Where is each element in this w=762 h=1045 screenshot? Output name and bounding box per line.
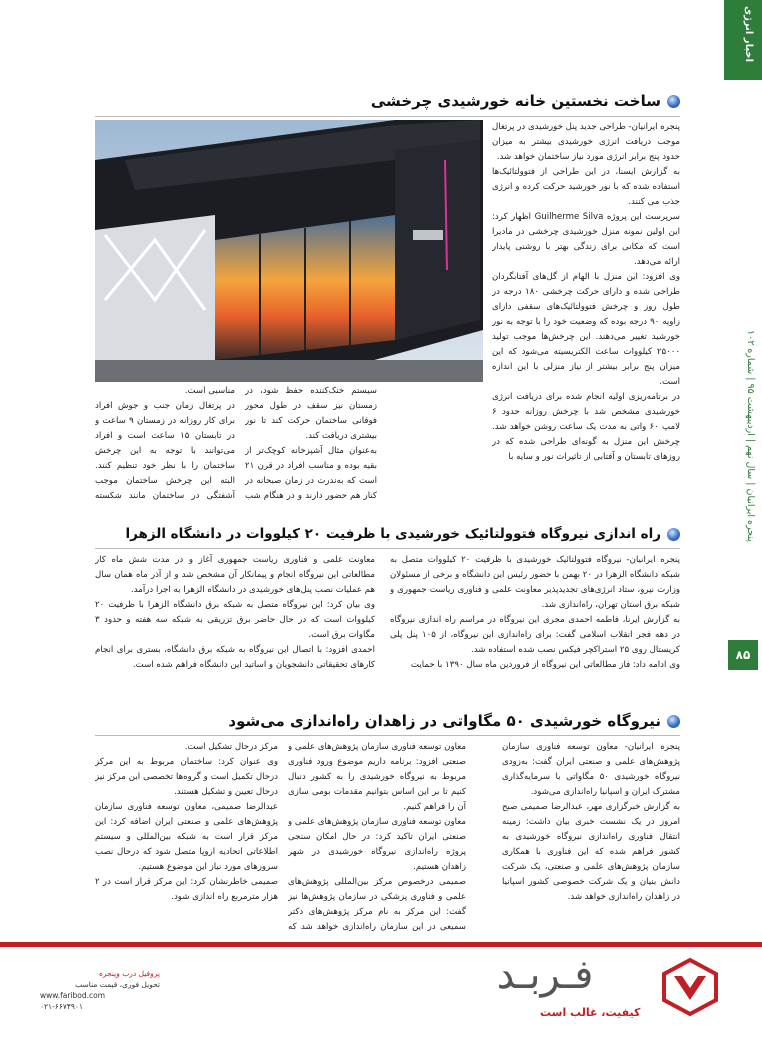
- globe-bullet-icon: [667, 95, 680, 108]
- article3-column-middle: [288, 740, 466, 935]
- article3-title: نیروگاه خورشیدی ۵۰ مگاواتی در زاهدان راه‌اندازی می‌شود: [228, 712, 661, 730]
- paragraph: وی ادامه داد: فاز مطالعاتی این نیروگاه از فروردین ماه سال ۱۳۹۰ با حمایت: [410, 660, 680, 670]
- ad-slogan: کیفیت، غالب است: [540, 1006, 641, 1019]
- photo-illustration: [95, 120, 483, 382]
- paragraph: در برنامه‌ریزی اولیه انجام شده برای دریافت انرژی خورشیدی مشخص شد با چرخش روزانه حدود ۶ لامپ ۶۰ واتی به مدت یک ساعت روشن خواهد شد. چرخش این منزل به گونه‌ای طراحی شده که در روزهای تابستان و آفتابی از تاثیرات نور و سایه با: [492, 392, 680, 462]
- article3-heading: [228, 712, 680, 730]
- paragraph: عبدالرضا صمیمی، معاون توسعه فناوری سازمان پژوهش‌های علمی و صنعتی ایران اضافه کرد: این مرکز قرار است به شبکه بین‌المللی و سیستم اطلاعاتی اتحادیه اروپا متصل شود که درحال نصب سرورهای مورد نیاز این موضوع هستیم.: [95, 802, 278, 872]
- paragraph: مناسبی است.: [184, 386, 235, 396]
- ad-phone: ۰۲۱-۶۶۷۴۹۰۱: [40, 1002, 83, 1011]
- rotating-solar-house-photo: [95, 120, 483, 382]
- paragraph: وی عنوان کرد: ساختمان مربوط به این مرکز درحال تکمیل است و گروه‌ها تخصصی این مرکز نیز درحال تعیین و تشکیل هستند.: [95, 757, 278, 797]
- paragraph: معاون توسعه فناوری سازمان پژوهش‌های علمی و صنعتی افزود: برنامه داریم موضوع ورود فناوری مربوط به نیروگاه خورشیدی را به کشور دنبال کنیم تا بر این اساس بتوانیم مقدمات بومی سازی آن را فراهم کنیم.: [288, 742, 466, 812]
- globe-bullet-icon: [667, 528, 680, 541]
- ad-website-link[interactable]: www.faribod.com: [40, 991, 106, 1000]
- article1-rule: [95, 116, 680, 117]
- paragraph: در پرتغال زمان جنب و جوش افراد برای کار روزانه در زمستان ۹ ساعت و در تابستان ۱۵ ساعت است و افراد می‌توانند با توجه به این چرخش ساختمان را با نظر خود تنظیم کنند. البته این چرخش ساختمان موجب آشفتگی در ساختمان مانند شکسته: [95, 401, 235, 500]
- ad-line-delivery: تحویل فوری، قیمت مناسب: [75, 980, 160, 989]
- section-tab: [724, 0, 762, 80]
- article3-rule: [95, 735, 680, 736]
- paragraph: احمدی افزود: با اتصال این نیروگاه به شبکه برق دانشگاه، بستری برای انجام کارهای تحقیقاتی دانشجویان و اساتید این دانشگاه فراهم شده است.: [95, 645, 375, 670]
- article2-column-left: [95, 553, 375, 688]
- paragraph: صمیمی خاطرنشان کرد: این مرکز قرار است در ۲ هزار مترمربع راه اندازی شود.: [95, 877, 278, 902]
- paragraph: معاونت علمی و فناوری ریاست جمهوری آغاز و در مدت شش ماه کار مطالعاتی این نیروگاه انجام و پیمانکار آن مشخص شد و از آذر ماه همان سال هم عملیات نصب پنل‌های خورشیدی در دانشگاه الزهرا به اجرا درآمد.: [95, 555, 375, 595]
- article1-column-right: [492, 120, 680, 500]
- ad-line-product: پروفیل درب وپنجره: [98, 969, 160, 978]
- article3-column-right: [502, 740, 680, 935]
- ad-contact-block: [40, 968, 160, 1012]
- paragraph: پنجره ایرانیان- طراحی جدید پنل خورشیدی در پرتغال موجب دریافت انرژی خورشیدی بیشتر به میزان حدود پنج برابر انرژی مورد نیاز ساختمان خواهد شد.: [492, 122, 680, 162]
- paragraph: وی افزود: این منزل با الهام از گل‌های آفتابگردان طراحی شده و دارای حرکت چرخشی ۱۸۰ درجه در طول روز و چرخش فتوولتائیک‌های سقفی دارای زاویه ۹۰ درجه بوده که وضعیت خود را با توجه به نور خورشید تغییر می‌دهند. این چرخش‌ها موجب تولید ۲۵۰۰۰ کیلووات ساعت الکتریسیته می‌شود که این میزان پنج برابر بیشتر از نیاز منزلی با این اندازه است.: [492, 272, 680, 387]
- paragraph: پنجره ایرانیان- نیروگاه فتوولتائیک خورشیدی با ظرفیت ۲۰ کیلووات متصل به شبکه دانشگاه الزهرا در ۲۰ بهمن با حضور رئیس این دانشگاه و برخی از مسئولان وزارت نیرو، ستاد انرژی‌های تجدیدپذیر معاونت علمی و فناوری ریاست جمهوری و شبکه برق استان تهران، راه‌اندازی شد.: [390, 555, 680, 610]
- paragraph: مرکز درحال تشکیل است.: [184, 742, 278, 752]
- paragraph: وی بیان کرد: این نیروگاه متصل به شبکه برق دانشگاه الزهرا با ظرفیت ۲۰ کیلووات است که در حال حاضر برق تزریقی به شبکه سه هفته و حدود ۳ مگاوات برق است.: [95, 600, 375, 640]
- paragraph: سرپرست این پروژه Guilherme Silva اظهار کرد: این اولین نمونه منزل خورشیدی چرخشی در مادیرا است که مکانی برای زندگی بهتر با روشنی پایدار ارائه می‌دهد.: [492, 212, 680, 267]
- paragraph: به گزارش خبرگزاری مهر، عبدالرضا صمیمی صبح امروز در یک نشست خبری بیان داشت: زمینه انتقال فناوری راه‌اندازی نیروگاه خورشیدی به کشور فراهم شده که این فناوری با همکاری سازمان پژوهش‌های علمی و صنعتی، یک شرکت دانش بنیان و یک شرکت خصوصی کشور اسپانیا در زاهدان راه‌اندازی خواهد شد.: [502, 802, 680, 902]
- article1-title: ساخت نخستین خانه خورشیدی چرخشی: [370, 92, 661, 110]
- paragraph: به گزارش ایرنا، فاطمه احمدی مجری این نیروگاه در مراسم راه اندازی نیروگاه در دهه فجر انقلاب اسلامی گفت: برای راه‌اندازی این نیروگاه، از ۱۰۵ پنل پلی کریستال روی ۲۵ استراکچر فیکس نصب شده استفاده شد.: [390, 615, 680, 655]
- paragraph: به گزارش ایسنا، در این طراحی از فتوولتائیک‌ها استفاده شده که با نور خورشید حرکت کرده و انرژی جذب می کنند.: [492, 167, 680, 207]
- article3-column-left: [95, 740, 278, 935]
- article1-column-left: [95, 384, 235, 500]
- globe-bullet-icon: [667, 715, 680, 728]
- paragraph: صمیمی درخصوص مرکز بین‌المللی پژوهش‌های علمی و فناوری پزشکی در سازمان پژوهش‌ها نیز گفت: این مرکز به نام مرکز پژوهش‌های دکتر سمیعی در این سازمان راه‌اندازی خواهد شد که: [288, 877, 466, 932]
- page-number: ۸۵: [728, 640, 758, 670]
- paragraph: پنجره ایرانیان- معاون توسعه فناوری سازمان پژوهش‌های علمی و صنعتی ایران گفت: به‌زودی نیروگاه خورشیدی ۵۰ مگاواتی با سرمایه‌گذاری مشترک ایران و اسپانیا راه‌اندازی می‌شود.: [502, 742, 680, 797]
- paragraph: سیستم خنک‌کننده حفظ شود، در زمستان نیز سقف در طول محور فوقانی ساختمان حرکت کند تا نور بیشتری دریافت کند.: [245, 386, 377, 441]
- article2-rule: [95, 548, 680, 549]
- paragraph: معاون توسعه فناوری سازمان پژوهش‌های علمی و صنعتی ایران تاکید کرد: در حال امکان سنجی پروژه راه‌اندازی نیروگاه خورشیدی در شهر زاهدان هستیم.: [288, 817, 466, 872]
- ad-brand-name: فـربـد: [496, 952, 594, 998]
- article2-heading: [125, 526, 680, 542]
- farbod-logo-icon: [660, 956, 720, 1016]
- article2-column-right: [390, 553, 680, 688]
- article2-title: راه اندازی نیروگاه فتوولتائیک خورشیدی با ظرفیت ۲۰ کیلووات در دانشگاه الزهرا: [125, 526, 661, 542]
- magazine-issue-line: پنجره ایرانیان | سال نهم | اردیبهشت ۹۵ | شماره ۱۰۲: [745, 330, 756, 542]
- article1-heading: [371, 92, 680, 110]
- paragraph: به‌عنوان مثال آشپزخانه کوچک‌تر از بقیه بوده و مناسب افراد در قرن ۲۱ است که به‌ندرت در زمان صبحانه در کنار هم حضور دارند و در هنگام شب: [245, 446, 377, 500]
- ad-top-band: [0, 942, 762, 947]
- section-tag: اخبار انرژی: [743, 6, 754, 63]
- article1-column-middle: [245, 384, 377, 500]
